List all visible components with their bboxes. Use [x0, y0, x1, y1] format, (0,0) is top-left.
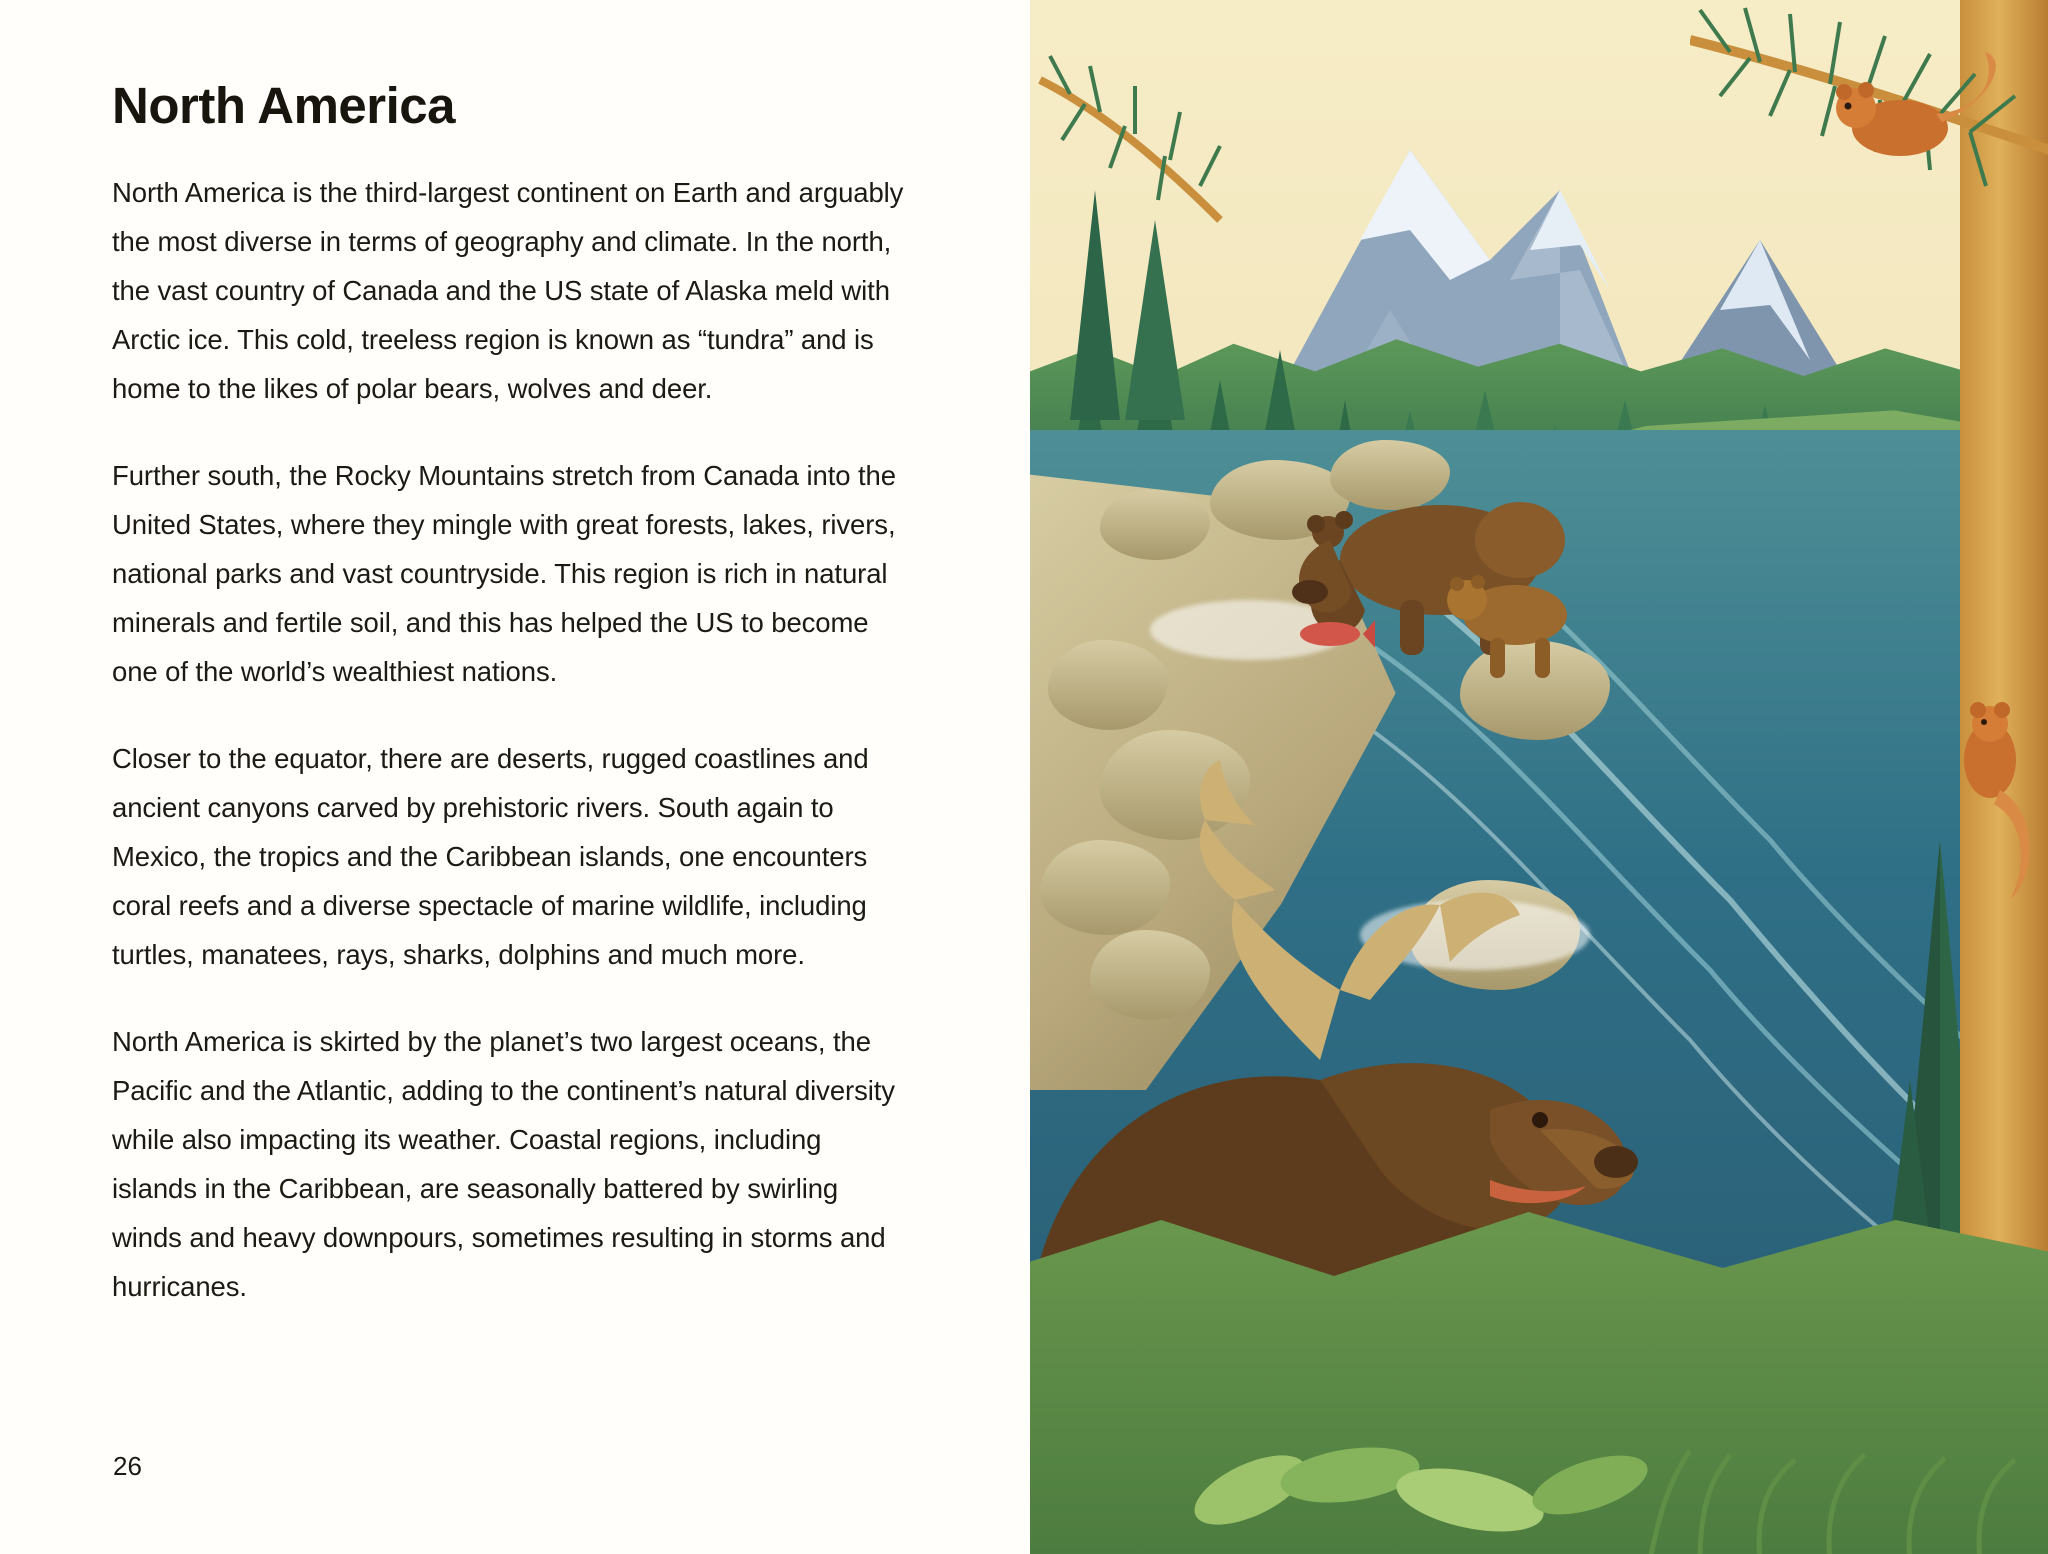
salmon	[1285, 600, 1375, 670]
bear-cub	[1445, 560, 1595, 690]
illustration-page	[1030, 0, 2048, 1554]
paragraph-2: Further south, the Rocky Mountains stretch from Canada into the United States, where they mingle with great forests, lakes, rivers, national parks and vast countryside. This region is rich in natural minerals and fertile soil, and this has helped the US to become one of the world’s wealthiest nations.	[112, 460, 896, 688]
paragraph-3: Closer to the equator, there are deserts, rugged coastlines and ancient canyons carved by prehistoric rivers. South again to Mexico, the tropics and the Caribbean islands, one encounters coral reefs and a diverse spectacle of marine wildlife, including turtles, manatees, rays, sharks, dolphins and much more.	[112, 743, 869, 971]
red-squirrel-on-branch	[1810, 50, 2040, 190]
paragraph-1: North America is the third-largest continent on Earth and arguably the most diverse in terms of geography and climate. In the north, the vast country of Canada and the US state of Alaska meld with Arctic ice. This cold, treeless region is known as “tundra” and is home to the likes of polar bears, wolves and deer.	[112, 177, 904, 405]
tall-pine-trees	[1030, 20, 1290, 440]
page-title: North America	[112, 77, 456, 134]
foreground-grass	[1630, 1400, 2048, 1554]
paragraph-4: North America is skirted by the planet’s two largest oceans, the Pacific and the Atlantic, adding to the continent’s natural diversity while also impacting its weather. Coastal regions, including islands in the Caribbean, are seasonally battered by swirling winds and heavy downpours, sometimes resulting in storms and hurricanes.	[112, 1026, 895, 1303]
foreground-leaves	[1170, 1380, 1690, 1554]
red-squirrel-on-trunk	[1930, 700, 2048, 930]
north-america-wildlife-illustration	[1030, 0, 2048, 1554]
page-number: 26	[113, 1451, 142, 1481]
